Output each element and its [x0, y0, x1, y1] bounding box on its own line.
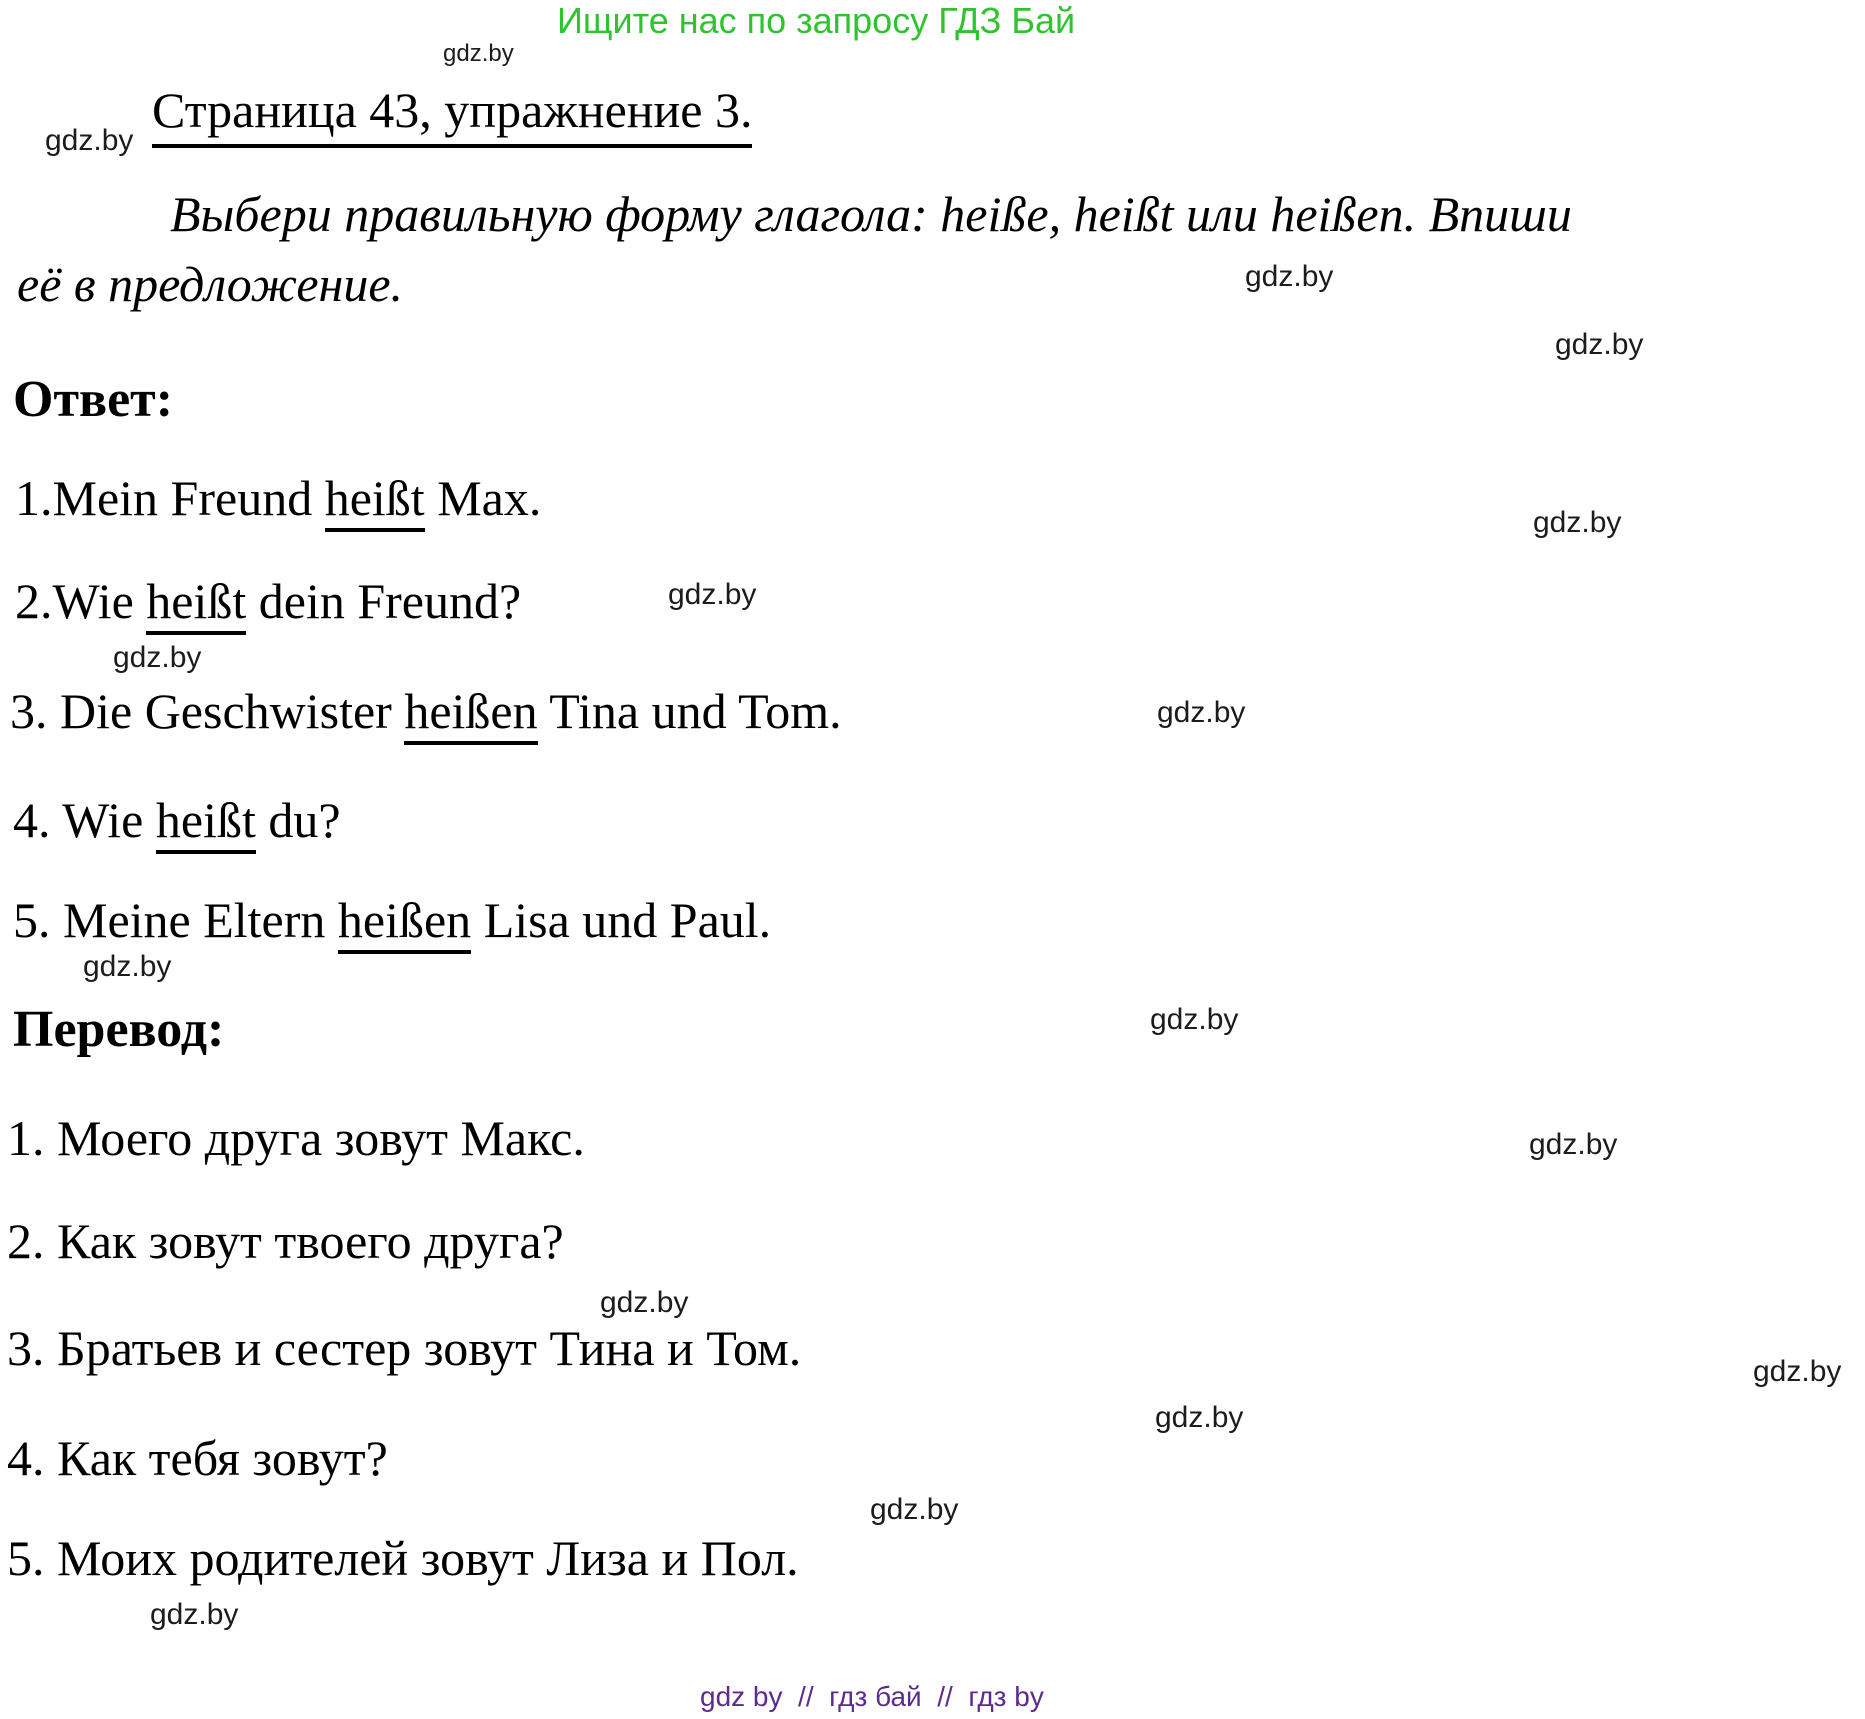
gdz-watermark: gdz.by — [443, 40, 514, 67]
answer-line-1 — [15, 470, 541, 528]
answer-line-4 — [13, 792, 341, 850]
gdz-watermark: gdz.by — [83, 950, 172, 983]
answer-section-label: Ответ: — [13, 371, 174, 428]
translation-line-5: 5. Моих родителей зовут Лиза и Пол. — [7, 1530, 799, 1586]
answer-5-pre: 5. Meine Eltern — [13, 892, 338, 948]
answer-5-verb: heißen — [338, 892, 471, 954]
answer-3-verb: heißen — [404, 683, 537, 745]
gdz-watermark: gdz.by — [668, 578, 757, 611]
answer-1-verb: heißt — [325, 470, 425, 532]
answer-2-pre: 2.Wie — [15, 573, 147, 629]
answer-5-post: Lisa und Paul. — [471, 892, 772, 948]
gdz-watermark: gdz.by — [870, 1493, 959, 1526]
gdz-watermark: gdz.by — [1150, 1003, 1239, 1036]
task-text-line-2: её в предложение. — [17, 256, 404, 312]
promo-header: Ищите нас по запросу ГДЗ Бай — [557, 0, 1076, 41]
answer-4-pre: 4. Wie — [13, 792, 156, 848]
answer-2-post: dein Freund? — [246, 573, 522, 629]
gdz-watermark: gdz.by — [45, 124, 134, 157]
gdz-watermark: gdz.by — [1157, 696, 1246, 729]
answer-line-3 — [10, 683, 842, 741]
answer-1-post: Max. — [424, 470, 542, 526]
answer-line-5 — [13, 892, 771, 950]
gdz-watermark: gdz.by — [113, 641, 202, 674]
task-text-line-1: Выбери правильную форму глагола: heiße, heißt или heißen. Впиши — [170, 186, 1572, 242]
gdz-watermark: gdz.by — [1555, 328, 1644, 361]
gdz-watermark: gdz.by — [1529, 1128, 1618, 1161]
gdz-watermark: gdz.by — [600, 1286, 689, 1319]
answer-1-pre: 1.Mein Freund — [15, 470, 325, 526]
answer-line-2 — [15, 573, 521, 631]
answer-4-verb: heißt — [156, 792, 256, 854]
translation-line-1: 1. Моего друга зовут Макс. — [7, 1110, 585, 1166]
page-title: Страница 43, упражнение 3. — [152, 82, 752, 148]
gdz-watermark: gdz.by — [1533, 506, 1622, 539]
translation-line-2: 2. Как зовут твоего друга? — [7, 1213, 564, 1269]
answer-3-post: Tina und Tom. — [537, 683, 842, 739]
footer-brand-text: gdz by // гдз бай // гдз by — [700, 1681, 1044, 1712]
translation-line-4: 4. Как тебя зовут? — [7, 1430, 388, 1486]
gdz-watermark: gdz.by — [150, 1598, 239, 1631]
translation-line-3: 3. Братьев и сестер зовут Тина и Том. — [7, 1320, 802, 1376]
answer-4-post: du? — [255, 792, 341, 848]
answer-3-pre: 3. Die Geschwister — [10, 683, 405, 739]
translation-section-label: Перевод: — [13, 1001, 225, 1058]
answer-2-verb: heißt — [146, 573, 246, 635]
gdz-watermark: gdz.by — [1155, 1401, 1244, 1434]
gdz-watermark: gdz.by — [1245, 260, 1334, 293]
gdz-watermark: gdz.by — [1753, 1355, 1842, 1388]
